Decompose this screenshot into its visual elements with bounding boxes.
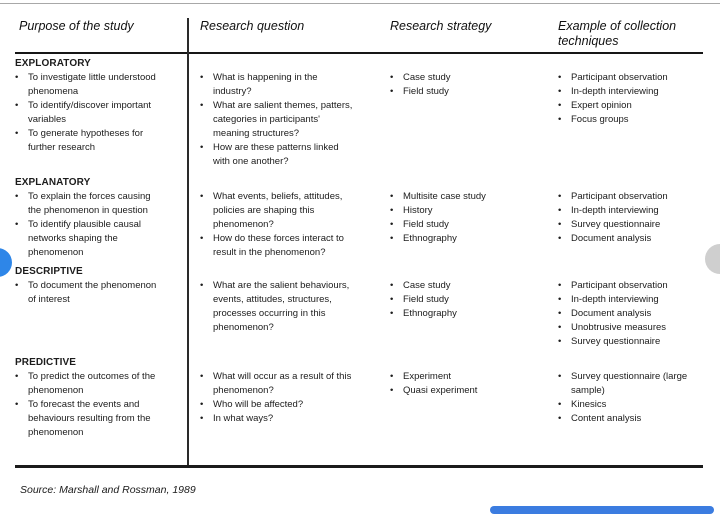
purpose-cell xyxy=(15,356,188,440)
category-label: DESCRIPTIVE xyxy=(15,266,83,277)
bullet-text: Field study xyxy=(403,86,449,97)
bullet-text: Field study xyxy=(403,294,449,305)
bullet-item xyxy=(200,279,375,335)
question-cell xyxy=(188,57,375,169)
bullet-text: Case study xyxy=(403,72,451,83)
bullet-item xyxy=(15,99,182,127)
question-cell xyxy=(188,176,375,260)
bullet-icon: • xyxy=(390,233,394,244)
category-label: EXPLORATORY xyxy=(15,58,91,69)
previous-page-button[interactable] xyxy=(0,248,12,277)
bullet-icon: • xyxy=(15,72,19,83)
bullet-icon: • xyxy=(558,219,562,230)
bullet-text: In-depth interviewing xyxy=(571,294,659,305)
bullet-item xyxy=(390,71,545,85)
bullet-item xyxy=(390,293,545,307)
table-bottom-border xyxy=(15,465,703,468)
bullet-item xyxy=(558,190,710,204)
bullet-icon: • xyxy=(15,191,19,202)
bullet-item xyxy=(390,307,545,321)
bullet-item xyxy=(200,71,375,99)
bullet-icon: • xyxy=(558,191,562,202)
top-divider xyxy=(0,3,720,4)
bullet-icon: • xyxy=(558,413,562,424)
bullet-icon: • xyxy=(200,191,204,202)
techniques-cell xyxy=(545,57,710,169)
progress-bar[interactable] xyxy=(490,506,714,514)
bullet-item xyxy=(15,71,182,99)
bullet-icon: • xyxy=(558,399,562,410)
bullet-icon: • xyxy=(390,308,394,319)
strategy-cell xyxy=(375,356,545,440)
category-label: PREDICTIVE xyxy=(15,357,77,368)
bullet-item xyxy=(558,71,710,85)
bullet-item xyxy=(390,85,545,99)
purpose-list xyxy=(15,190,182,260)
bullet-icon: • xyxy=(390,72,394,83)
bullet-text: To forecast the events and behaviours resulting from the phenomenon xyxy=(28,399,151,438)
bullet-icon: • xyxy=(390,191,394,202)
bullet-item xyxy=(15,127,182,155)
table-row-explanatory xyxy=(15,176,710,260)
bullet-item xyxy=(558,293,710,307)
bullet-item xyxy=(558,370,710,398)
bullet-text: To document the phenomenon of interest xyxy=(28,280,157,305)
bullet-item xyxy=(558,99,710,113)
table-row-predictive xyxy=(15,356,710,440)
purpose-list xyxy=(15,71,182,155)
bullet-text: In-depth interviewing xyxy=(571,86,659,97)
bullet-icon: • xyxy=(558,371,562,382)
bullet-text: Content analysis xyxy=(571,413,642,424)
bullet-text: Unobtrusive measures xyxy=(571,322,667,333)
bullet-icon: • xyxy=(200,371,204,382)
bullet-item xyxy=(200,99,375,141)
table-row-descriptive xyxy=(15,265,710,349)
bullet-item xyxy=(15,279,182,307)
bullet-item xyxy=(390,218,545,232)
bullet-icon: • xyxy=(200,72,204,83)
purpose-list xyxy=(15,370,182,440)
bullet-icon: • xyxy=(558,280,562,291)
bullet-icon: • xyxy=(200,142,204,153)
purpose-list xyxy=(15,279,182,307)
purpose-cell xyxy=(15,176,188,260)
bullet-item xyxy=(390,204,545,218)
bullet-icon: • xyxy=(390,205,394,216)
bullet-item xyxy=(200,370,375,398)
bullet-item xyxy=(15,218,182,260)
bullet-item xyxy=(558,335,710,349)
bullet-text: Field study xyxy=(403,219,449,230)
bullet-text: Ethnography xyxy=(403,233,457,244)
bullet-text: What is happening in the industry? xyxy=(213,72,318,97)
bullet-text: Kinesics xyxy=(571,399,607,410)
bullet-item xyxy=(200,141,375,169)
bullet-item xyxy=(558,85,710,99)
bullet-icon: • xyxy=(200,399,204,410)
techniques-cell xyxy=(545,356,710,440)
bullet-text: What will occur as a result of this phenomenon? xyxy=(213,371,352,396)
bullet-text: Participant observation xyxy=(571,191,668,202)
bullet-item xyxy=(558,113,710,127)
source-citation: Source: Marshall and Rossman, 1989 xyxy=(20,484,196,496)
column-header-techniques: Example of collection techniques xyxy=(558,19,677,48)
bullet-text: To identify/discover important variables xyxy=(28,100,152,125)
methodology-table xyxy=(15,57,710,440)
bullet-icon: • xyxy=(200,100,204,111)
bullet-icon: • xyxy=(200,413,204,424)
bullet-icon: • xyxy=(558,336,562,347)
bullet-item xyxy=(558,398,710,412)
bullet-icon: • xyxy=(558,233,562,244)
bullet-icon: • xyxy=(390,385,394,396)
bullet-item xyxy=(15,398,182,440)
bullet-icon: • xyxy=(558,114,562,125)
bullet-text: Who will be affected? xyxy=(213,399,304,410)
bullet-text: Expert opinion xyxy=(571,100,632,111)
bullet-text: Participant observation xyxy=(571,280,668,291)
purpose-cell xyxy=(15,265,188,349)
bullet-item xyxy=(558,218,710,232)
bullet-text: To explain the forces causing the phenomenon in question xyxy=(28,191,151,216)
bullet-icon: • xyxy=(15,100,19,111)
bullet-text: Survey questionnaire xyxy=(571,336,661,347)
bullet-icon: • xyxy=(558,72,562,83)
bullet-item xyxy=(200,412,375,426)
techniques-cell xyxy=(545,265,710,349)
bullet-text: To investigate little understood phenomena xyxy=(28,72,156,97)
bullet-text: Experiment xyxy=(403,371,452,382)
bullet-text: Participant observation xyxy=(571,72,668,83)
bullet-item xyxy=(200,398,375,412)
bullet-text: Focus groups xyxy=(571,114,629,125)
question-cell xyxy=(188,356,375,440)
column-header-strategy: Research strategy xyxy=(390,19,492,33)
bullet-icon: • xyxy=(390,86,394,97)
bullet-item xyxy=(15,370,182,398)
bullet-icon: • xyxy=(15,280,19,291)
bullet-item xyxy=(558,307,710,321)
bullet-text: In-depth interviewing xyxy=(571,205,659,216)
bullet-icon: • xyxy=(15,371,19,382)
bullet-item xyxy=(558,279,710,293)
bullet-text: Quasi experiment xyxy=(403,385,478,396)
bullet-text: History xyxy=(403,205,433,216)
table-header-row xyxy=(15,19,710,49)
bullet-text: Survey questionnaire xyxy=(571,219,661,230)
bullet-icon: • xyxy=(200,233,204,244)
bullet-icon: • xyxy=(15,219,19,230)
bullet-icon: • xyxy=(390,219,394,230)
bullet-text: Case study xyxy=(403,280,451,291)
bullet-text: What events, beliefs, attitudes, policies are shaping this phenomenon? xyxy=(213,191,343,230)
bullet-icon: • xyxy=(558,294,562,305)
bullet-icon: • xyxy=(558,86,562,97)
bullet-icon: • xyxy=(390,371,394,382)
bullet-text: To identify plausible causal networks shaping the phenomenon xyxy=(28,219,142,258)
bullet-text: How do these forces interact to result in the phenomenon? xyxy=(213,233,344,258)
bullet-item xyxy=(390,232,545,246)
strategy-cell xyxy=(375,265,545,349)
bullet-icon: • xyxy=(15,399,19,410)
bullet-icon: • xyxy=(390,280,394,291)
bullet-item xyxy=(15,190,182,218)
column-header-purpose: Purpose of the study xyxy=(19,19,134,33)
bullet-text: To predict the outcomes of the phenomenon xyxy=(28,371,156,396)
bullet-icon: • xyxy=(15,128,19,139)
bullet-item xyxy=(558,412,710,426)
bullet-item xyxy=(390,370,545,384)
purpose-cell xyxy=(15,57,188,169)
header-underline xyxy=(15,52,703,54)
bullet-item xyxy=(390,190,545,204)
bullet-text: Document analysis xyxy=(571,308,652,319)
bullet-icon: • xyxy=(200,280,204,291)
bullet-text: Document analysis xyxy=(571,233,652,244)
bullet-item xyxy=(558,232,710,246)
question-cell xyxy=(188,265,375,349)
bullet-text: Multisite case study xyxy=(403,191,486,202)
bullet-item xyxy=(390,279,545,293)
bullet-item xyxy=(558,204,710,218)
category-label: EXPLANATORY xyxy=(15,177,91,188)
bullet-text: How are these patterns linked with one another? xyxy=(213,142,339,167)
bullet-text: To generate hypotheses for further research xyxy=(28,128,144,153)
bullet-item xyxy=(200,232,375,260)
bullet-icon: • xyxy=(558,205,562,216)
bullet-icon: • xyxy=(558,308,562,319)
bullet-text: Ethnography xyxy=(403,308,457,319)
bullet-item xyxy=(390,384,545,398)
column-header-question: Research question xyxy=(200,19,305,33)
bullet-text: Survey questionnaire (large sample) xyxy=(571,371,688,396)
techniques-cell xyxy=(545,176,710,260)
bullet-text: What are the salient behaviours, events, attitudes, structures, processes occurring in this phenomenon? xyxy=(213,280,350,333)
strategy-cell xyxy=(375,57,545,169)
bullet-text: What are salient themes, patters, categories in participants' meaning structures? xyxy=(213,100,353,139)
table-row-exploratory xyxy=(15,57,710,169)
bullet-item xyxy=(200,190,375,232)
strategy-cell xyxy=(375,176,545,260)
bullet-icon: • xyxy=(390,294,394,305)
bullet-item xyxy=(558,321,710,335)
bullet-text: In what ways? xyxy=(213,413,274,424)
bullet-icon: • xyxy=(558,100,562,111)
bullet-icon: • xyxy=(558,322,562,333)
